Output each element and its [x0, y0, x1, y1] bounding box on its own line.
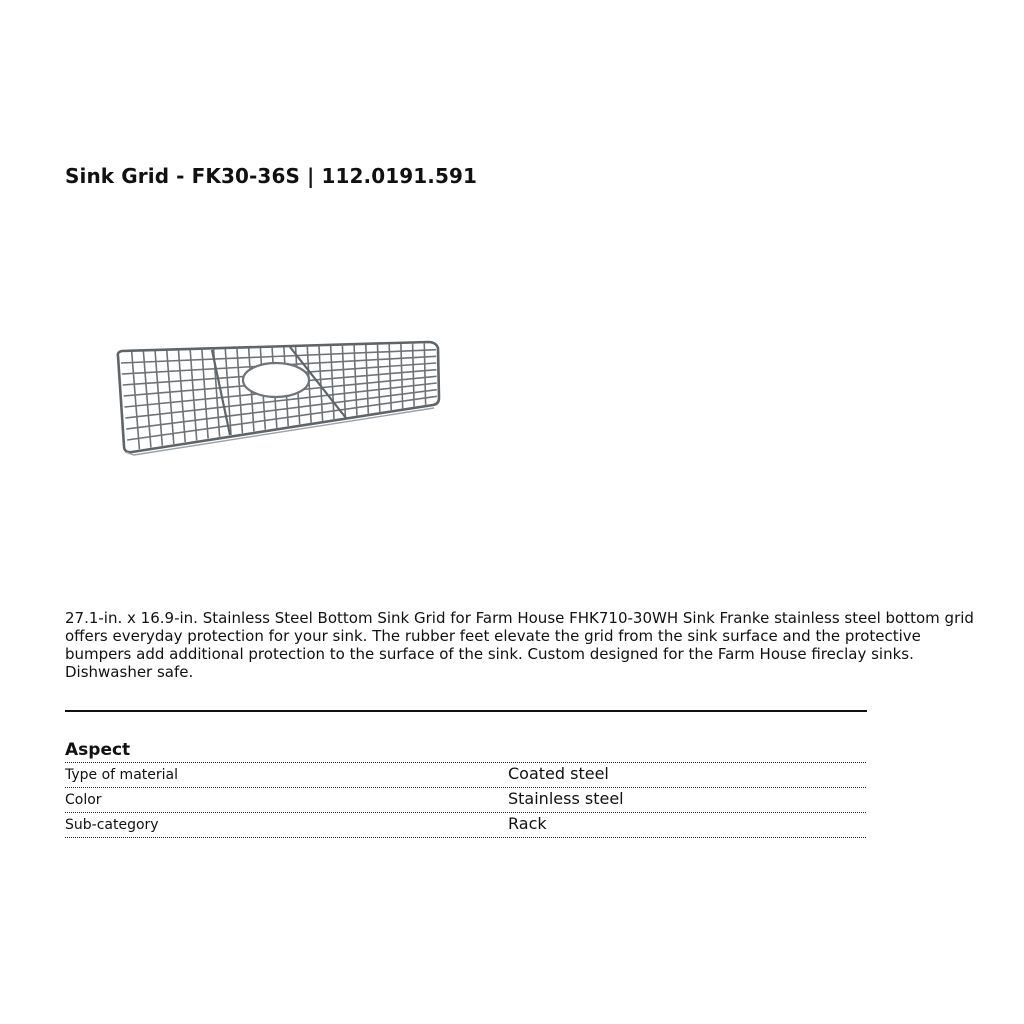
- specs-table: [65, 740, 866, 838]
- grid-wire: [389, 344, 391, 410]
- section-divider: [65, 710, 867, 712]
- grid-wire: [331, 346, 334, 419]
- specs-heading: Aspect: [65, 740, 866, 763]
- grid-wire: [424, 343, 425, 405]
- grid-wire: [179, 350, 186, 442]
- grid-wire: [378, 345, 380, 412]
- spec-row-color: [65, 788, 866, 813]
- sink-grid-image: [112, 334, 444, 460]
- grid-wire: [354, 345, 357, 415]
- spec-value: Coated steel: [508, 764, 609, 783]
- spec-row-material: [65, 763, 866, 788]
- product-description: 27.1-in. x 16.9-in. Stainless Steel Bottom Sink Grid for Farm House FHK710-30WH Sink Franke stainless steel bottom grid offers everyday protection for your sink. The rubber feet elevate the grid from the sink surface and the protective bumpers add additional protection to the surface of the sink. Custom designed for the Farm House fireclay sinks. Dishwasher safe.: [65, 609, 974, 681]
- spec-label: Sub-category: [65, 817, 159, 833]
- grid-wire: [366, 345, 369, 414]
- grid-wire: [237, 349, 242, 434]
- grid-wire: [190, 350, 197, 440]
- product-title: Sink Grid - FK30-36S | 112.0191.591: [65, 164, 478, 188]
- grid-wire: [143, 351, 151, 447]
- grid-wire: [167, 351, 174, 444]
- grid-wire: [202, 350, 208, 439]
- spec-value: Stainless steel: [508, 789, 624, 808]
- grid-wire: [401, 344, 403, 408]
- spec-value: Rack: [508, 814, 547, 833]
- spec-label: Color: [65, 792, 102, 808]
- drain-hole: [243, 363, 309, 397]
- grid-wire: [342, 346, 345, 418]
- spec-row-subcategory: [65, 813, 866, 838]
- grid-wire: [413, 344, 415, 407]
- spec-label: Type of material: [65, 767, 178, 783]
- grid-wire: [155, 351, 162, 446]
- grid-wire: [132, 352, 140, 450]
